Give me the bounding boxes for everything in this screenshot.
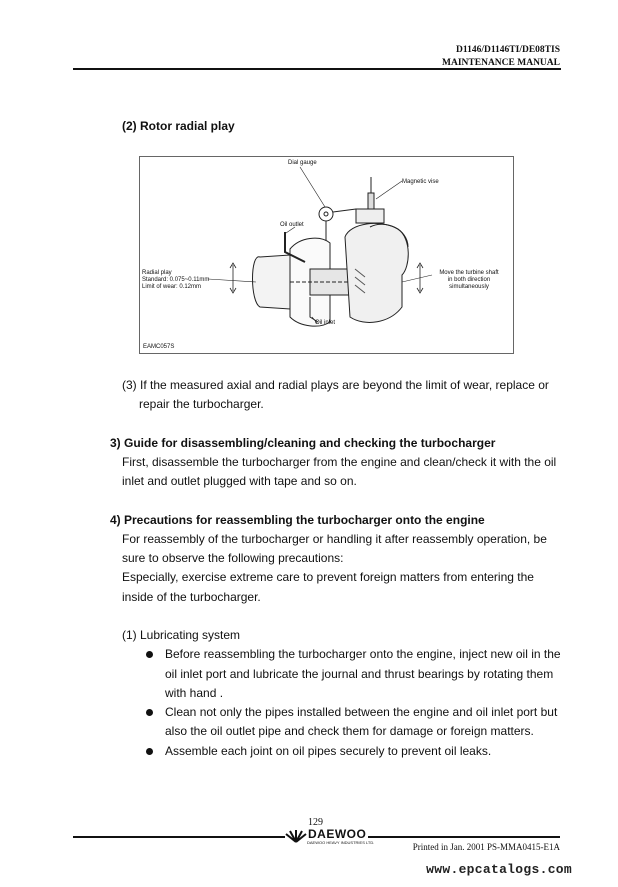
precautions-line3: Especially, exercise extreme care to prevent foreign matters from entering the	[122, 570, 534, 584]
daewoo-shell-icon	[285, 829, 307, 843]
precautions-line2: sure to observe the following precautions:	[122, 551, 344, 565]
label-radial-play: Radial play	[142, 270, 172, 276]
lubricating-heading: (1) Lubricating system	[122, 628, 241, 642]
brand-name: DAEWOO	[308, 827, 367, 841]
label-dial-gauge: Dial gauge	[288, 160, 317, 166]
guide-heading: 3) Guide for disassembling/cleaning and checking the turbocharger	[110, 436, 496, 450]
item3-line2: repair the turbocharger.	[139, 397, 264, 411]
figure-code: EAMC057S	[143, 344, 175, 350]
bullet1-line3: with hand .	[165, 686, 224, 700]
page-number: 129	[308, 817, 323, 828]
brand-subtitle: DAEWOO HEAVY INDUSTRIES LTD.	[307, 840, 375, 845]
label-magnetic-vise: Magnetic vise	[402, 179, 439, 185]
precautions-line4: inside of the turbocharger.	[122, 590, 261, 604]
label-move-shaft-2: in both direction	[447, 277, 491, 283]
bullet-2	[146, 709, 153, 716]
guide-line1: First, disassemble the turbocharger from the engine and clean/check it with the oil	[122, 455, 557, 469]
label-move-shaft-1: Move the turbine shaft	[439, 270, 499, 276]
footer-rule-left	[73, 836, 285, 838]
label-move-shaft-3: simultaneously	[449, 284, 489, 290]
item3-line1: (3) If the measured axial and radial plays are beyond the limit of wear, replace or	[122, 378, 549, 392]
bullet-3	[146, 748, 153, 755]
bullet1-line2: oil inlet port and lubricate the journal and thrust bearings by rotating them	[165, 667, 554, 681]
bullet3-line1: Assemble each joint on oil pipes securely to prevent oil leaks.	[165, 744, 492, 758]
bullet2-line1: Clean not only the pipes installed between the engine and oil inlet port but	[165, 705, 558, 719]
bullet1-line1: Before reassembling the turbocharger onto the engine, inject new oil in the	[165, 647, 561, 661]
guide-line2: inlet and outlet plugged with tape and so on.	[122, 474, 357, 488]
header-rule	[73, 68, 561, 70]
label-oil-inlet: Oil inlet	[315, 320, 336, 326]
bullet-1	[146, 651, 153, 658]
rotor-radial-play-heading: (2) Rotor radial play	[122, 119, 235, 133]
header-manual-title: MAINTENANCE MANUAL	[442, 58, 560, 68]
printed-info: Printed in Jan. 2001 PS-MMA0415-E1A	[412, 842, 560, 852]
precautions-line1: For reassembly of the turbocharger or handling it after reassembly operation, be	[122, 532, 547, 546]
footer-rule-right	[368, 836, 560, 838]
watermark: www.epcatalogs.com	[426, 862, 572, 877]
precautions-heading: 4) Precautions for reassembling the turbocharger onto the engine	[110, 513, 485, 527]
header-model: D1146/D1146TI/DE08TIS	[456, 45, 560, 55]
label-radial-play-limit: Limit of wear: 0.12mm	[142, 284, 202, 290]
daewoo-logo	[285, 827, 375, 847]
label-oil-outlet: Oil outlet	[280, 222, 304, 228]
turbocharger-figure	[139, 156, 514, 354]
bullet2-line2: also the oil outlet pipe and check them for damage or foreign matters.	[165, 724, 534, 738]
label-radial-play-standard: Standard: 0.075~0.11mm	[142, 277, 210, 283]
